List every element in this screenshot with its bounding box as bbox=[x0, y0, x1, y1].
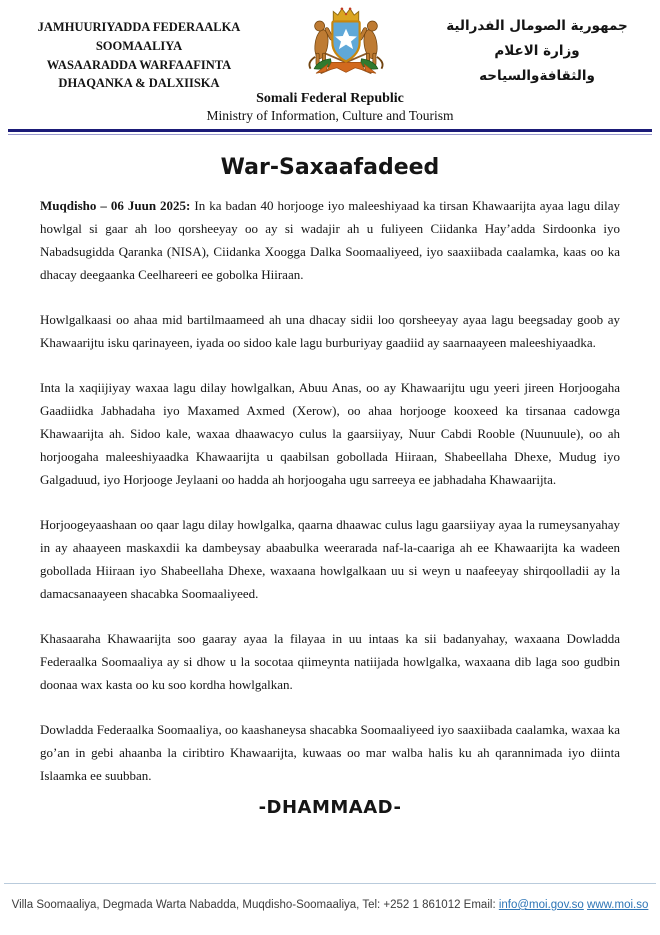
ministry-name-arabic-line: وزارة الاعلام bbox=[494, 42, 580, 59]
emblem-container bbox=[270, 4, 422, 93]
ministry-name-english: Ministry of Information, Culture and Tourism bbox=[206, 108, 454, 123]
body-paragraph bbox=[40, 194, 620, 286]
document-title: War-Saxaafadeed bbox=[220, 155, 440, 180]
letterhead bbox=[0, 0, 660, 93]
dateline: Muqdisho – 06 Juun 2025: bbox=[40, 198, 191, 213]
page-footer bbox=[4, 883, 656, 935]
ministry-name-somali-line: JAMHUURIYADDA FEDERAALKA bbox=[37, 20, 241, 34]
paragraph-text: Howlgalkaasi oo ahaa mid bartilmaameed ah una dhacay sidii loo qorsheeyay ayaa lagu beegsaday goob ay Khawaarijtu isku qarinayeen, iyada oo sidoo kale lagu burburiyay gaadiid ay saarnaayeen maleeshiyaadka. bbox=[40, 312, 620, 350]
somalia-coat-of-arms-icon bbox=[299, 6, 393, 86]
body-paragraph bbox=[40, 513, 620, 605]
ministry-name-arabic-line: والثقافةوالسياحه bbox=[479, 67, 595, 84]
paragraph-text: Dowladda Federaalka Soomaaliya, oo kaashaneysa shacabka Soomaaliyeed iyo saaxiibada caalamka, waxaa ka go’an in gebi ahaanba la ciribtiro Khawaarijta, kuwaas oo mar walba halis ku ah qarannimada iyo diinta Islaamka ee suubban. bbox=[40, 722, 620, 783]
ministry-name-somali-line: DHAQANKA & DALXIISKA bbox=[58, 76, 220, 91]
document-body bbox=[0, 135, 660, 883]
republic-name: Somali Federal Republic bbox=[256, 91, 404, 106]
paragraph-text: Khasaaraha Khawaarijta soo gaaray ayaa la filayaa in uu intaas ka sii badanyahay, waxaana Dowladda Federaalka Soomaaliya ay si dhow u la socotaa qiimeynta natiijada howlgalka, waxaana dib laga soo gudbin doonaa wax kasta oo ku soo kordha howlgalkan. bbox=[40, 631, 620, 692]
body-paragraph bbox=[40, 308, 620, 354]
ministry-name-arabic bbox=[422, 4, 652, 93]
body-paragraph bbox=[40, 718, 620, 787]
email-link[interactable]: info@moi.gov.so bbox=[498, 899, 584, 911]
website-link[interactable]: www.moi.so bbox=[587, 899, 649, 911]
paragraph-text: Horjoogeyaashaan oo qaar lagu dilay howlgalka, qaarna dhaawac culus lagu gaarsiiyay ayaa la rumeysanyahay in ay ahaayeen maskaxdii ka dambeysay abaabulka weerarada naf-la-caariga ah ee Khawaarijta ka wadeen gobollada Hiiraan iyo Shabeellaha Dhexe, waxaana howlgalkaan uu si weyn u naafeeyay shirqoolladii ay la damacsanaayeen shacabka Soomaaliyeed. bbox=[40, 517, 620, 601]
footer-address: Villa Soomaaliya, Degmada Warta Nabadda, Muqdisho-Soomaaliya, Tel: +252 1 861012 Email: bbox=[11, 899, 499, 911]
ministry-name-arabic-line: جمهورية الصومال الفدرالية bbox=[446, 18, 628, 34]
letterhead-captions bbox=[0, 91, 660, 124]
body-paragraph bbox=[40, 376, 620, 491]
body-paragraph bbox=[40, 627, 620, 696]
ministry-name-somali-line: SOOMAALIYA bbox=[95, 38, 183, 53]
ministry-name-somali bbox=[8, 4, 270, 93]
end-mark: -DHAMMAAD- bbox=[258, 797, 402, 818]
paragraph-text: In ka badan 40 horjooge iyo maleeshiyaad ka tirsan Khawaarijta ayaa lagu dilay howlgal si gaar ah loo qorsheeyay oo ay si wadajir ah u fuliyeen Ciidanka Hay’adda Sirdoonka iyo Nabadsugidda Qaranka (NISA), Ciidanka Xoogga Dalka Soomaaliyeed, iyo saaxiibada caalamka, kaas oo ka dhacay deegaanka Ceelhareeri ee gobolka Hiiraan. bbox=[40, 198, 620, 282]
paragraph-text: Inta la xaqiijiyay waxaa lagu dilay howlgalkan, Abuu Anas, oo ay Khawaarijtu ugu yeeri jireen Horjoogaha Gaadiidka Jabhadaha iyo Maxamed Axmed (Xerow), oo ahaa horjooge kooxeed ka tirsanaa cadowga Khawaarijta ah. Sidoo kale, waxaa dhaawacyo culus la gaarsiiyay, Nuur Cabdi Rooble (Nuunuule), oo ah horjoogaha maleeshiyaadka Khawaarijta u qaabilsan gobollada Hiiraan, Shabeellaha Dhexe, Mudug iyo Galgaduud, iyo Horjooge Jeylaani oo hadda ah horjoogaha ugu sarreeya ee jabhadaha Khawaarijta. bbox=[40, 380, 620, 487]
ministry-name-somali-line: WASAARADDA WARFAAFINTA bbox=[46, 57, 232, 72]
